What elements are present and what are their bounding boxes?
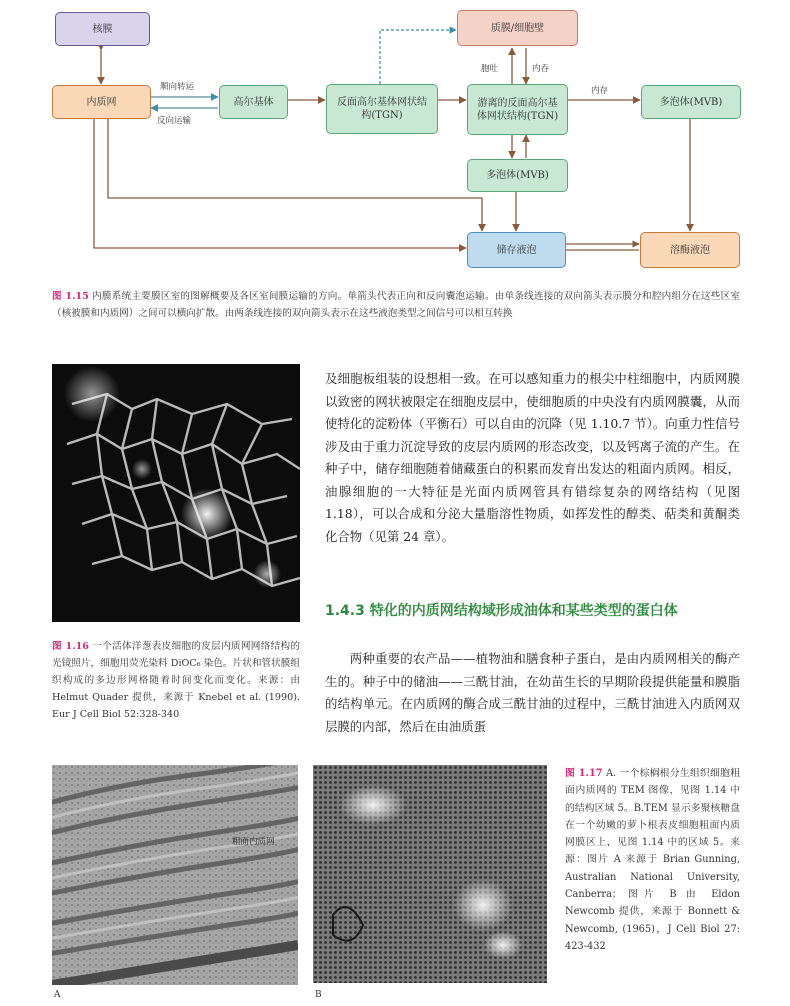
edge-label-retrograde: 反向运输 bbox=[157, 116, 192, 126]
node-golgi bbox=[219, 85, 288, 119]
node-nucleus-label: 核膜 bbox=[92, 23, 113, 35]
figure-caption-1-16-text: 一个活体洋葱表皮细胞的皮层内质网网络结构的光镜照片，细胞用荧光染料 DiOC₆ 染色。片状和管状膜组织构成的多边形网格随着时间变化而变化。来源：由 Helmut Quader 提供，来源于 Knebel et al. (1990). Eur J Cell Biol 52:328-340 bbox=[52, 641, 301, 720]
figure-label-1-17: 图 1.17 bbox=[565, 768, 603, 779]
edge-label-anterograde: 顺向转运 bbox=[160, 82, 195, 92]
node-cis-tgn-label: 反面高尔基体网状结构(TGN) bbox=[337, 97, 427, 121]
edge-label-exocytosis: 胞吐 bbox=[481, 64, 499, 74]
node-mvb-right bbox=[641, 85, 741, 119]
node-free-tgn-label: 游离的反面高尔基体网状结构(TGN) bbox=[476, 97, 559, 122]
figure-caption-1-17-text: A. 一个棕榈根分生组织细胞粗面内质网的 TEM 图像，见图 1.14 中的结构区域 5。B.TEM 显示多聚核糖盘在一个幼嫩的萝卜根表皮细胞粗面内质网膜区上，见图 1.14 中的区域 5。来源：图片 A 来源于 Brian Gunning, Australian National University, Canberra；图片 B 由 Eldon Newcomb 提供，来源于 Bonnett & Newcomb, (1965)，J Cell Biol 27: 423-432 bbox=[565, 768, 740, 952]
figure-label-1-16: 图 1.16 bbox=[52, 641, 89, 652]
node-nucleus bbox=[55, 12, 150, 46]
figure-caption-1-15 bbox=[52, 288, 740, 322]
figure-caption-1-15-text: 内膜系统主要膜区室的图解概要及各区室间膜运输的方向。单箭头代表正向和反向囊泡运输。由单条线连接的双向箭头表示膜分和腔内组分在这些区室（核被膜和内质网）之间可以横向扩散。由两条线连接的双向箭头表示在这些液泡类型之间信号可以相互转换 bbox=[52, 291, 740, 319]
node-free-tgn bbox=[467, 84, 568, 135]
inset-label-rough-er: 粗面内质网 bbox=[232, 837, 275, 847]
node-mvb-right-label: 多泡体(MVB) bbox=[659, 96, 723, 108]
panel-label-a: A bbox=[54, 990, 61, 1000]
node-er bbox=[52, 85, 151, 119]
node-plasma-membrane bbox=[457, 10, 578, 46]
node-cis-tgn bbox=[326, 84, 438, 134]
body-paragraph-1: 及细胞板组装的设想相一致。在可以感知重力的根尖中柱细胞中，内质网膜以致密的网状被限定在细胞皮层中，使细胞质的中央没有内质网膜囊，从而使特化的淀粉体（平衡石）可以自由的沉降（见 1.10.7 节）。向重力性信号涉及由于重力沉淀导致的皮层内质网的形态改变，以及钙离子流的产生。在种子中，储存细胞随着储藏蛋白的积累而发育出发达的粗面内质网。相反，油腺细胞的一大特征是光面内质网管具有错综复杂的网络结构（见图 1.18），可以合成和分泌大量脂溶性物质，如挥发性的醇类、萜类和黄酮类化合物（见第 24 章）。 bbox=[325, 371, 740, 544]
edge-label-to-mvb: 内存 bbox=[591, 86, 609, 96]
er-network-micrograph bbox=[52, 364, 300, 622]
node-er-label: 内质网 bbox=[86, 96, 117, 108]
panel-label-b: B bbox=[315, 990, 322, 1000]
figure-caption-1-17 bbox=[565, 765, 740, 955]
figure-label-1-15: 图 1.15 bbox=[52, 291, 89, 302]
edge-label-endocytosis: 内吞 bbox=[532, 64, 550, 74]
section-heading-1-4-3: 1.4.3 特化的内质网结构域形成油体和某些类型的蛋白体 bbox=[325, 603, 678, 619]
rough-er-tem-image-a bbox=[52, 765, 298, 985]
node-lytic-label: 溶酶液泡 bbox=[670, 244, 710, 256]
node-storage-vacuole bbox=[467, 232, 566, 268]
node-mvb-center bbox=[467, 159, 568, 192]
figure-caption-1-16 bbox=[52, 638, 300, 723]
node-mvb-center-label: 多泡体(MVB) bbox=[486, 170, 549, 181]
polysome-tem-image-b bbox=[313, 765, 547, 983]
body-paragraph-2: 两种重要的农产品——植物油和膳食种子蛋白，是由内质网相关的酶产生的。种子中的储油——三酰甘油，在幼苗生长的早期阶段提供能量和膜脂的结构单元。在内质网的酶合成三酰甘油的过程中，三酰甘油进入内质网双层膜的内部，然后在由油质蛋 bbox=[325, 651, 740, 734]
node-lytic-vacuole bbox=[640, 232, 740, 268]
node-storage-label: 储存液泡 bbox=[496, 244, 537, 256]
node-plasma-label: 质膜/细胞壁 bbox=[490, 22, 545, 34]
node-golgi-label: 高尔基体 bbox=[233, 96, 274, 108]
